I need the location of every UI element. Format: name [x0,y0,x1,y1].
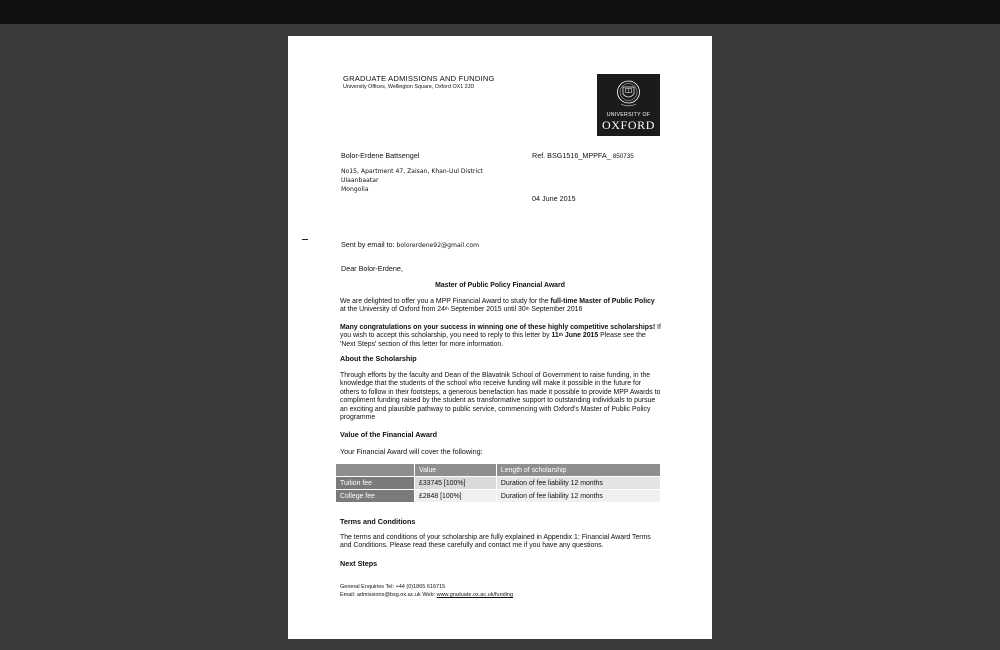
salutation: Dear Bolor-Erdene, [341,264,403,273]
footer-phone: General Enquiries Tel: +44 (0)1865 616715 [340,584,446,590]
row-value: £33745 [100%] [415,477,497,490]
paragraph-offer: We are delighted to offer you a MPP Financial Award to study for the full-time Master of Public Policy at the University of Oxford from 24th September 2015 until 30th September 2016 [340,298,655,314]
row-label: Tuition fee [336,477,415,490]
table-header-row [336,464,661,477]
paragraph-value: Your Financial Award will cover the following: [340,447,483,456]
row-label: College fee [336,490,415,503]
logo-oxford: OXFORD [602,118,655,132]
oxford-logo [597,74,660,136]
header-address: University Offices, Wellington Square, Oxford OX1 2JD [343,84,475,90]
table-header-length: Length of scholarship [496,464,660,477]
letter-page [288,36,712,639]
address-line-3: Mongolia [341,186,369,193]
table-row [336,477,661,490]
sent-by-label: Sent by email to: [341,240,395,249]
letter-title: Master of Public Policy Financial Award [435,282,565,289]
row-length: Duration of fee liability 12 months [496,477,660,490]
address-line-2: Ulaanbaatar [341,177,379,184]
logo-university-of: UNIVERSITY OF [606,112,651,118]
recipient-name: Bolor-Erdene Battsengel [341,151,420,160]
table-row [336,490,661,503]
footer-web-link[interactable]: www.graduate.ox.ac.uk/funding [436,592,514,598]
paragraph-terms: The terms and conditions of your scholarship are fully explained in Appendix 1: Financial Award Terms and Conditions. Please read these carefully and contact me if you have any questions. [340,534,651,550]
address-line-1: No15, Apartment 47, Zaisan, Khan-Uul District [341,168,483,175]
ref-label: Ref. BSG1516_MPPFA_ [532,151,611,160]
letter-date: 04 June 2015 [532,194,576,203]
paragraph-congratulations: Many congratulations on your success in winning one of these highly competitive scholarships! If you wish to accept this scholarship, you need to reply to this letter by 11th June 2015 Please see the 'Next Steps' section of this letter for more information. [340,324,661,348]
sent-by-email: bolorerdene92@gmail.com [396,242,480,249]
heading-value: Value of the Financial Award [340,430,438,439]
paragraph-about: Through efforts by the faculty and Dean of the Blavatnik School of Government to raise funding, in the knowledge that the students of the school who receive funding will make it possible in the future for others to follow in their footsteps, a generous benefaction has made it possible to provide MPP Awards to compliment funding raised by the student as transformative support to outstanding individuals to pursue an exciting and plausible pathway to public service, commencing with Oxford's Master of Public Policy programme [340,372,661,422]
sent-by-line [341,240,479,249]
reference [532,151,634,160]
footer-contacts: Email: admissions@bsg.ox.ac.uk Web: www.graduate.ox.ac.uk/funding [340,592,514,598]
footer-email: admissions@bsg.ox.ac.uk [356,592,421,598]
header-title: GRADUATE ADMISSIONS AND FUNDING [343,74,495,83]
heading-next-steps: Next Steps [340,559,378,568]
oxford-crest-icon [616,79,641,109]
heading-terms: Terms and Conditions [340,517,416,526]
row-length: Duration of fee liability 12 months [496,490,660,503]
margin-mark [302,239,308,240]
heading-about: About the Scholarship [340,354,417,363]
row-value: £2848 [100%] [415,490,497,503]
award-table [335,463,661,503]
table-header-blank [336,464,415,477]
ref-number: 850735 [612,153,634,160]
viewer-top-bar [0,0,1000,24]
table-header-value: Value [415,464,497,477]
